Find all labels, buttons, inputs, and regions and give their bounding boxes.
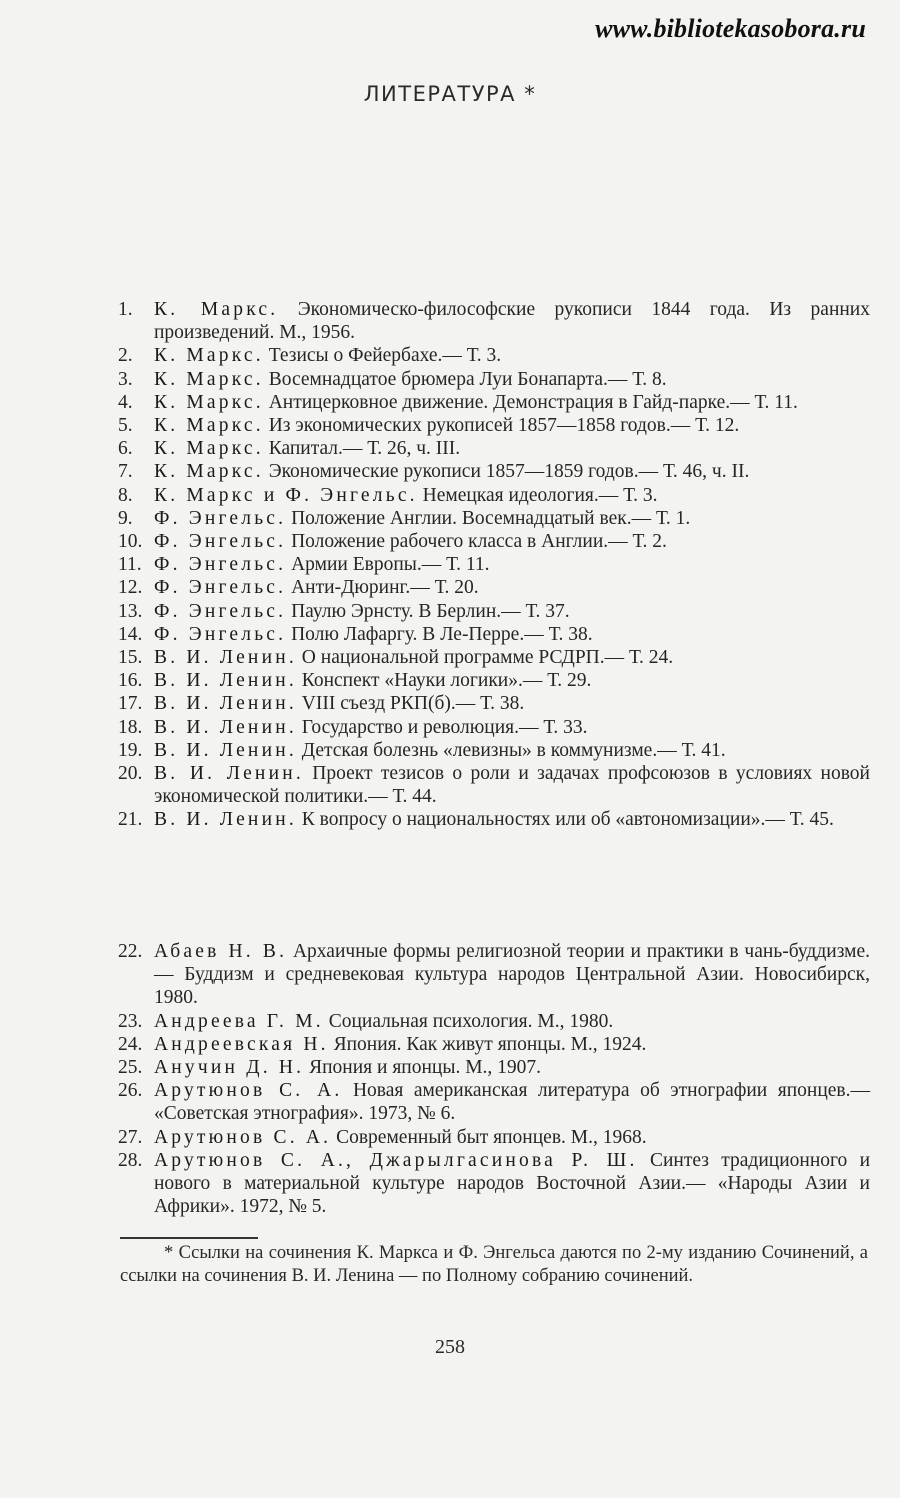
reference-text: Детская болезнь «левизны» в коммунизме.— Т. 41. [301, 739, 726, 761]
reference-number: 9. [118, 507, 133, 529]
reference-author: Арутюнов С. А., Джарылгасинова Р. Ш. [154, 1149, 638, 1171]
reference-number: 5. [118, 415, 133, 437]
reference-item [118, 646, 870, 669]
reference-text: Армии Европы.— Т. 11. [291, 554, 490, 576]
reference-number: 27. [118, 1126, 143, 1148]
reference-number: 17. [118, 693, 143, 715]
reference-item [118, 716, 870, 739]
reference-author: Арутюнов С. А. [154, 1080, 343, 1102]
reference-author: Ф. Энгельс. [154, 554, 287, 576]
reference-list-primary [118, 298, 870, 832]
reference-item [118, 808, 870, 831]
watermark-url: www.bibliotekasobora.ru [595, 14, 866, 43]
reference-author: В. И. Ленин. [154, 647, 297, 669]
reference-author: В. И. Ленин. [154, 809, 297, 831]
reference-text: VIII съезд РКП(б).— Т. 38. [301, 693, 525, 715]
reference-number: 25. [118, 1057, 143, 1079]
reference-text: Анти-Дюринг.— Т. 20. [291, 577, 479, 599]
reference-number: 28. [118, 1149, 143, 1171]
reference-author: В. И. Ленин. [154, 693, 297, 715]
reference-item [118, 460, 870, 483]
reference-number: 13. [118, 600, 143, 622]
reference-number: 22. [118, 941, 143, 962]
reference-number: 24. [118, 1033, 143, 1055]
reference-item [118, 1126, 870, 1149]
reference-item [118, 344, 870, 367]
reference-item [118, 298, 870, 344]
reference-author: В. И. Ленин. [154, 670, 297, 692]
reference-text: Положение рабочего класса в Англии.— Т. 2. [291, 531, 667, 553]
reference-text: Положение Англии. Восемнадцатый век.— Т. 1. [291, 507, 691, 529]
reference-item [118, 391, 870, 414]
reference-author: К. Маркс. [154, 345, 264, 367]
reference-text: О национальной программе РСДРП.— Т. 24. [301, 647, 674, 669]
reference-author: В. И. Ленин. [154, 739, 297, 761]
reference-author: Анучин Д. Н. [154, 1057, 305, 1079]
reference-item [118, 530, 870, 553]
reference-number: 16. [118, 670, 143, 692]
reference-number: 6. [118, 438, 133, 460]
reference-item [118, 507, 870, 530]
reference-text: Конспект «Науки логики».— Т. 29. [301, 670, 592, 692]
reference-number: 12. [118, 577, 143, 599]
reference-item [118, 692, 870, 715]
reference-author: Абаев Н. В. [154, 941, 288, 962]
reference-author: К. Маркс. [154, 368, 264, 390]
reference-item [118, 1149, 870, 1219]
reference-text: Государство и революция.— Т. 33. [301, 716, 588, 738]
page-title: ЛИТЕРАТУРА * [363, 82, 537, 106]
reference-text: Экономическо-философские рукописи 1844 года. Из ранних произведений. М., 1956. [154, 299, 870, 344]
reference-author: К. Маркс. [154, 438, 264, 460]
reference-author: К. Маркс. [154, 391, 264, 413]
reference-text: Япония. Как живут японцы. М., 1924. [333, 1033, 647, 1055]
reference-text: Восемнадцатое брюмера Луи Бонапарта.— Т. 8. [268, 368, 667, 390]
reference-text: Современный быт японцев. М., 1968. [336, 1126, 647, 1148]
reference-author: Ф. Энгельс. [154, 577, 287, 599]
reference-item [118, 1079, 870, 1125]
reference-text: Новая американская литература об этнографии японцев.— «Советская этнография». 1973, № 6. [154, 1080, 870, 1125]
reference-author: Арутюнов С. А. [154, 1126, 332, 1148]
reference-item [118, 669, 870, 692]
reference-item [118, 940, 870, 1010]
reference-number: 7. [118, 461, 133, 483]
reference-number: 11. [118, 554, 142, 576]
reference-item [118, 368, 870, 391]
reference-number: 15. [118, 647, 143, 669]
reference-author: Ф. Энгельс. [154, 507, 287, 529]
reference-number: 14. [118, 623, 143, 645]
reference-text: К вопросу о национальностях или об «автономизации».— Т. 45. [301, 809, 834, 831]
reference-number: 4. [118, 391, 133, 413]
reference-item [118, 437, 870, 460]
reference-item [118, 623, 870, 646]
reference-item [118, 600, 870, 623]
reference-number: 23. [118, 1010, 143, 1032]
reference-text: Паулю Эрнсту. В Берлин.— Т. 37. [291, 600, 570, 622]
reference-item [118, 1033, 870, 1056]
reference-author: К. Маркс. [154, 299, 279, 320]
reference-text: Проект тезисов о роли и задачах профсоюзов в условиях новой экономической политики.— Т. 44. [154, 763, 870, 808]
reference-text: Япония и японцы. М., 1907. [309, 1057, 542, 1079]
footnote: * Ссылки на сочинения К. Маркса и Ф. Энгельса даются по 2-му изданию Сочинений, а ссылки на сочинения В. И. Ленина — по Полному собранию сочинений. [120, 1243, 868, 1286]
reference-number: 2. [118, 345, 133, 367]
reference-author: Ф. Энгельс. [154, 531, 287, 553]
reference-number: 8. [118, 484, 133, 506]
reference-text: Социальная психология. М., 1980. [328, 1010, 614, 1032]
reference-author: Андреева Г. М. [154, 1010, 324, 1032]
footnote-divider [120, 1237, 258, 1239]
reference-text: Немецкая идеология.— Т. 3. [422, 484, 658, 506]
reference-text: Антицерковное движение. Демонстрация в Гайд-парке.— Т. 11. [268, 391, 798, 413]
reference-item [118, 1010, 870, 1033]
reference-text: Из экономических рукописей 1857—1858 годов.— Т. 12. [268, 415, 740, 437]
reference-text: Полю Лафаргу. В Ле-Перре.— Т. 38. [291, 623, 593, 645]
reference-text: Синтез традиционного и нового в материальной культуре народов Восточной Азии.— «Народы Азии и Африки». 1972, № 5. [154, 1149, 870, 1218]
reference-author: В. И. Ленин. [154, 716, 297, 738]
reference-author: Ф. Энгельс. [154, 600, 287, 622]
reference-number: 20. [118, 763, 143, 785]
reference-item [118, 553, 870, 576]
reference-number: 1. [118, 299, 133, 320]
reference-number: 10. [118, 531, 143, 553]
reference-author: Андреевская Н. [154, 1033, 329, 1055]
reference-number: 19. [118, 739, 143, 761]
reference-author: К. Маркс. [154, 415, 264, 437]
reference-text: Капитал.— Т. 26, ч. III. [268, 438, 461, 460]
reference-author: Ф. Энгельс. [154, 623, 287, 645]
reference-item [118, 576, 870, 599]
reference-author: В. И. Ленин. [154, 763, 304, 785]
reference-item [118, 414, 870, 437]
reference-item [118, 739, 870, 762]
reference-text: Тезисы о Фейербахе.— Т. 3. [268, 345, 502, 367]
reference-list-secondary [118, 940, 870, 1218]
reference-number: 26. [118, 1080, 143, 1102]
page-number: 258 [435, 1336, 465, 1358]
reference-item [118, 1056, 870, 1079]
reference-author: К. Маркс и Ф. Энгельс. [154, 484, 418, 506]
reference-author: К. Маркс. [154, 461, 264, 483]
reference-text: Экономические рукописи 1857—1859 годов.— Т. 46, ч. II. [268, 461, 750, 483]
reference-number: 3. [118, 368, 133, 390]
reference-number: 21. [118, 809, 143, 831]
reference-item [118, 484, 870, 507]
reference-number: 18. [118, 716, 143, 738]
reference-text: Архаичные формы религиозной теории и практики в чань-буддизме.— Буддизм и средневековая культура народов Центральной Азии. Новосибирск, 1980. [154, 941, 870, 1009]
reference-item [118, 762, 870, 808]
